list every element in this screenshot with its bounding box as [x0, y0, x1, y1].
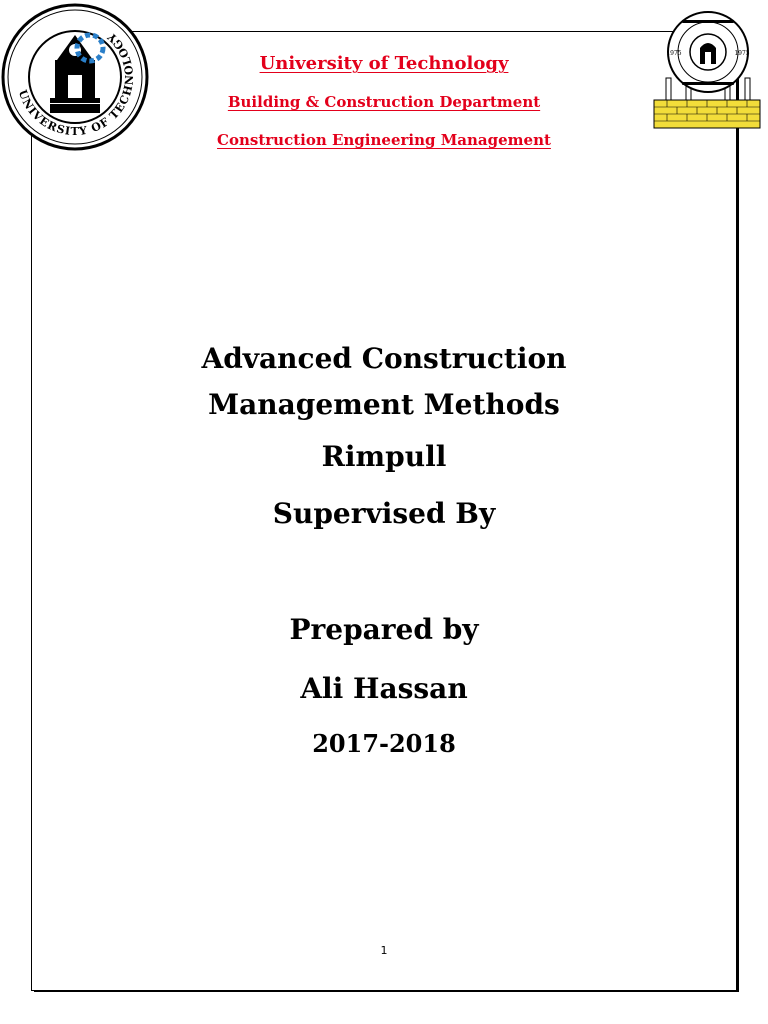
- seal-ring-text: UNIVERSITY OF TECHNOLOGY: [15, 29, 137, 139]
- program-name: Construction Engineering Management: [217, 131, 551, 149]
- course-title: [0, 336, 768, 428]
- page-number: 1: [380, 944, 388, 957]
- academic-year: 2017-2018: [312, 729, 456, 758]
- university-name: University of Technology: [259, 53, 509, 74]
- page-border-shadow: [34, 990, 739, 992]
- department-name: Building & Construction Department: [227, 93, 541, 111]
- prepared-by-label: Prepared by: [289, 613, 479, 646]
- author-name: Ali Hassan: [300, 672, 468, 705]
- supervised-by-label: Supervised By: [272, 497, 496, 530]
- emblem-year-left: 1975: [666, 50, 682, 57]
- course-title-text: Advanced Construction Management Methods: [201, 342, 567, 421]
- emblem-year-right: 1975: [734, 50, 750, 57]
- topic-title: Rimpull: [321, 440, 447, 473]
